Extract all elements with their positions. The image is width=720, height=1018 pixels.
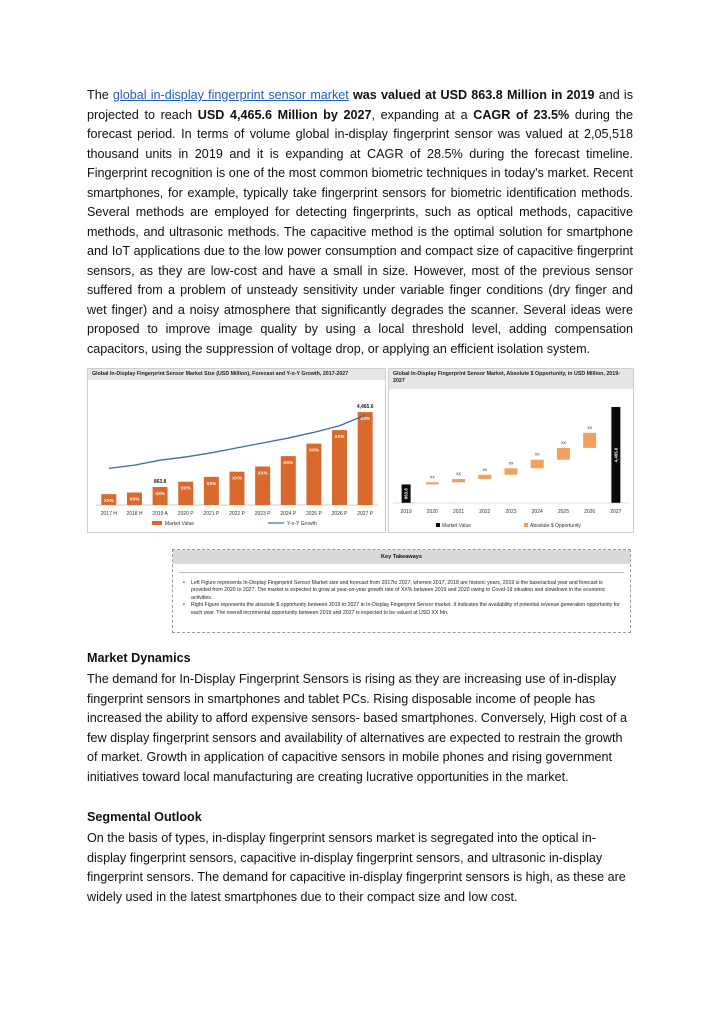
bar [358, 412, 373, 505]
data-label: xx [482, 466, 488, 472]
x-tick-label: 2019 [400, 509, 412, 515]
data-label: XX% [257, 470, 268, 476]
data-label: xx [534, 451, 540, 457]
data-label: XX% [180, 485, 191, 491]
data-label: XX% [283, 460, 294, 466]
bar [452, 479, 465, 482]
data-label: xx [430, 474, 435, 480]
segmental-outlook-heading: Segmental Outlook [87, 810, 202, 824]
market-size-chart [87, 368, 386, 533]
bar [583, 433, 596, 448]
absolute-opportunity-chart-svg [389, 369, 633, 532]
key-takeaways-title: Key Takeaways [173, 550, 630, 564]
x-tick-label: 2020 P [177, 511, 194, 517]
x-tick-label: 2027 [610, 509, 622, 515]
x-tick-label: 2024 P [280, 511, 297, 517]
x-tick-label: 2026 P [331, 511, 348, 517]
absolute-opportunity-chart [388, 368, 634, 533]
legend-label: Market Value [442, 523, 472, 529]
intro-bold-2: USD 4,465.6 Million by 2027 [197, 107, 372, 122]
bar [478, 475, 491, 479]
bar [426, 482, 439, 484]
key-takeaways-list [187, 580, 624, 617]
x-tick-label: 2021 [452, 509, 465, 515]
bar [531, 460, 544, 469]
legend-label: Market Value [165, 521, 195, 527]
value-label: 863.8 [153, 479, 167, 486]
bar [505, 468, 518, 474]
data-label: xx [456, 471, 461, 477]
segmental-outlook-paragraph: On the basis of types, in-display fingerprint sensors market is segregated into the optical in-display fingerprint sensors, capacitive in-display fingerprint sensors, and ultrasonic in-display fingerprint sensors. The demand for capacitive in-display fingerprint sensors is high, as these are widely used in the latest smartphones due to their compact size and low cost. [87, 831, 626, 904]
growth-line [109, 415, 365, 468]
market-size-chart-svg [88, 369, 385, 532]
data-label: XX% [334, 434, 345, 440]
data-label: XX% [360, 416, 371, 422]
x-tick-label: 2019 A [152, 511, 168, 517]
value-label: 4,465.6 [356, 404, 374, 411]
intro-text-4: during the forecast period. In terms of volume global in-display fingerprint sensor was valued at 2,05,518 thousand units in 2019 and it is expanding at CAGR of 28.5% during the forecast timeline. Fingerprint recognition is one of the most common biometric techniques in today's market. Recent smartphones, for example, typically take fingerprint sensors for biometric identification methods. Several methods are employed for detecting fingerprints, such as optical methods, capacitive methods, and ultrasonic methods. The capacitive method is the optimal solution for smartphone and IoT applications due to the low power consumption and compact size of capacitive fingerprint sensors, as they are low-cost and have a small in size. However, most of the previous sensor suffered from a problem of unsteady sensitivity under variable finger conditions (dry finger and wet finger) and a noisy atmosphere that significantly degrades the scanner. Several ideas were proposed to improve image quality by using a local threshold level, adding compensation capacitors, using the suppression of voltage drop, or applying an efficient isolation system. [87, 107, 633, 356]
legend-swatch [436, 523, 440, 527]
x-tick-label: 2018 H [126, 511, 143, 517]
chart-title: Global In-Display Fingerprint Sensor Market Size (USD Million), Forecast and Y-o-Y Growth, 2017-2027 [88, 369, 385, 380]
intro-bold-1: was valued at USD 863.8 Million in 2019 [348, 88, 595, 102]
intro-text-3: , expanding at a [371, 107, 474, 122]
intro-paragraph [87, 86, 633, 359]
list-item: • Left Figure represents In-Display Fingerprint Sensor Market size and forecast from 2017to 2027; wherein 2017, 2018 are historic years, 2019 is the base/actual year and forecast is provided from 2020 to 2027. The market is expected to grow at year-on-year growth rate of XX% between 2019 and 2020 owing to Covid-19 situation and slowdown in the economic activities. [187, 580, 624, 602]
divider [179, 572, 624, 573]
legend-label: Y-o-Y Growth [287, 521, 317, 527]
data-label: xx [561, 439, 566, 445]
bar [332, 430, 347, 505]
x-tick-label: 2024 [531, 509, 543, 515]
legend-swatch [152, 521, 162, 525]
data-label: XX% [309, 447, 319, 453]
intro-text-2: and is projected to reach [87, 88, 634, 122]
data-label: XX% [155, 491, 165, 497]
data-label: XX% [206, 480, 217, 486]
x-tick-label: 2021 P [203, 511, 220, 517]
x-tick-label: 2025 P [305, 511, 322, 517]
x-tick-label: 2020 [426, 509, 438, 515]
data-label: XX% [129, 496, 140, 502]
x-tick-label: 2027 P [357, 511, 374, 517]
x-tick-label: 2022 [479, 509, 491, 515]
x-tick-label: 2023 [505, 509, 517, 515]
list-item: • Right Figure represents the absolute $ opportunity between 2019 to 2027 in In-Display Fingerprint Sensor market. It indicates the availability of potential revenue generation opportunity for each year. The overall incremental opportunity between 2019 and 2027 is expected to be valued at USD XX Mn. [187, 602, 624, 617]
key-takeaways-box [172, 549, 631, 633]
chart-title: Global In-Display Fingerprint Sensor Market, Absolute $ Opportunity, in USD Million, 2019-2027 [389, 369, 633, 389]
x-tick-label: 2026 [584, 509, 596, 515]
data-label: XX% [103, 498, 114, 504]
intro-text-1: The [87, 88, 113, 102]
legend-label: Absolute $ Opportunity [530, 523, 581, 529]
market-dynamics-paragraph: The demand for In-Display Fingerprint Sensors is rising as they are increasing use of in-display fingerprint sensors in smartphones and tablet PCs. Rising disposable income of people has increased the ability to afford expensive sensors- based smartphones. Conversely, High cost of a few display fingerprint sensors and availability of alternatives are expected to restrain the growth of market. Growth in application of capacitive sensors in mobile phones and rising government initiatives toward local manufacturing are creating lucrative opportunities in the market. [87, 672, 627, 784]
x-tick-label: 2022 P [229, 511, 245, 517]
bar [557, 448, 570, 460]
market-link[interactable]: global in-display fingerprint sensor market [112, 88, 349, 102]
market-dynamics-heading: Market Dynamics [87, 651, 191, 665]
x-tick-label: 2017 H [100, 511, 117, 517]
bar [306, 444, 321, 505]
data-label: xx [508, 460, 514, 466]
value-label: 863.8 [403, 488, 409, 500]
intro-bold-3: CAGR of 23.5% [473, 107, 570, 122]
data-label: xx [587, 424, 592, 430]
legend-swatch [524, 523, 528, 527]
x-tick-label: 2025 [557, 509, 570, 515]
value-label: 4,465.6 [613, 447, 619, 463]
data-label: XX% [232, 475, 242, 481]
x-tick-label: 2023 P [254, 511, 271, 517]
